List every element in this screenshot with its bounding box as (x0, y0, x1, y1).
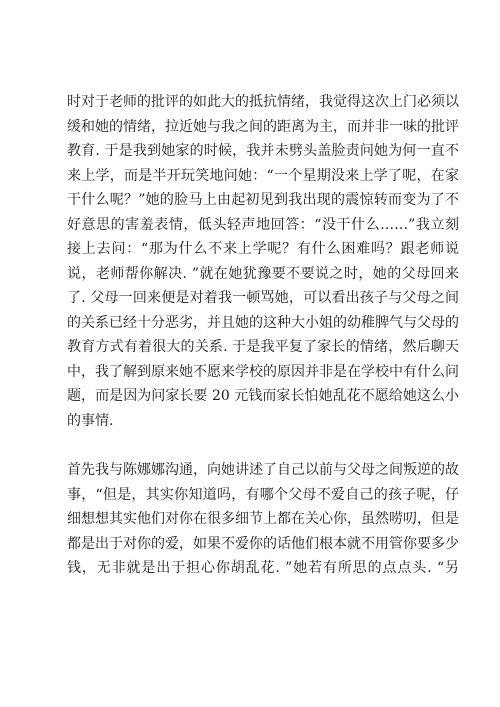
text-line: 接上去问：“那为什么不来上学呢？有什么困难吗？跟老师说 (67, 241, 459, 257)
text-line: 好意思的害羞表情，低头轻声地回答：“没干什么……”我立刻 (67, 216, 459, 233)
text-line: 钱，无非就是出于担心你胡乱花. ”她若有所思的点点头. “另 (67, 560, 459, 576)
paragraph-1 (67, 90, 459, 433)
text-line: 细想想其实他们对你在很多细节上都在关心你，虽然唠叨，但是 (67, 511, 459, 527)
text-line: 的事情. (67, 412, 114, 429)
text-line: 事，“但是，其实你知道吗，有哪个父母不爱自己的孩子呢，仔 (67, 486, 459, 503)
text-line: 中，我了解到原来她不愿来学校的原因并非是在学校中有什么问 (67, 363, 459, 380)
text-line: 来上学，而是半开玩笑地问她：“一个星期没来上学了呢，在家 (67, 167, 459, 184)
text-line: 了. 父母一回来便是对着我一顿骂她，可以看出孩子与父母之间 (67, 290, 459, 306)
text-line: 缓和她的情绪，拉近她与我之间的距离为主，而并非一味的批评 (67, 118, 459, 135)
text-line: 时对于老师的批评的如此大的抵抗情绪，我觉得这次上门必须以 (67, 94, 459, 110)
text-line: 教育. 于是我到她家的时候，我并未劈头盖脸责问她为何一直不 (67, 143, 459, 159)
text-line: 都是出于对你的爱，如果不爱你的话他们根本就不用管你要多少 (67, 535, 459, 552)
text-line: 题，而是因为问家长要 20 元钱而家长怕她乱花不愿给她这么小 (67, 388, 459, 404)
paragraph-2 (67, 458, 459, 581)
text-line: 首先我与陈娜娜沟通，向她讲述了自己以前与父母之间叛逆的故 (67, 462, 459, 478)
text-line: 干什么呢？”她的脸马上由起初见到我出现的震惊转而变为了不 (67, 192, 459, 208)
text-line: 的关系已经十分恶劣，并且她的这种大小姐的幼稚脾气与父母的 (67, 314, 459, 331)
text-line: 说，老师帮你解决. ”就在她犹豫要不要说之时，她的父母回来 (67, 265, 459, 282)
text-line: 教育方式有着很大的关系. 于是我平复了家长的情绪，然后聊天 (67, 339, 459, 355)
